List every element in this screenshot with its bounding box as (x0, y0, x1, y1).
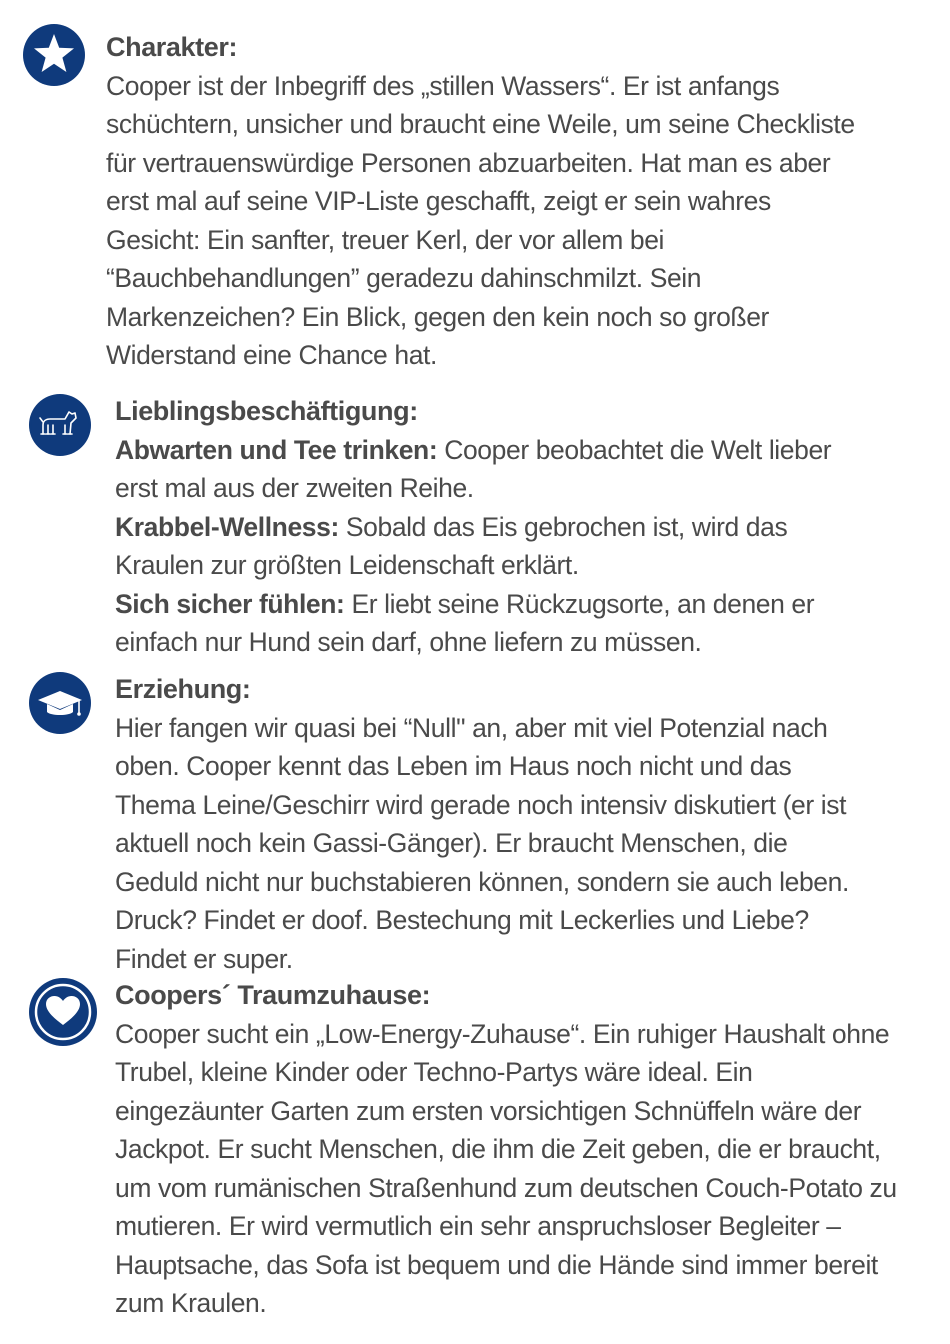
graduation-cap-icon (29, 672, 91, 734)
list-item (115, 585, 875, 662)
heart-icon (29, 978, 97, 1046)
item-term: Krabbel-Wellness: (115, 511, 339, 542)
dog-icon (29, 394, 91, 456)
item-text: Cooper beobachtet die Welt lieber erst mal aus der zweiten Reihe. (115, 434, 832, 503)
item-text: Er liebt seine Rückzugsorte, an denen er einfach nur Hund sein darf, ohne liefern zu müssen. (115, 588, 815, 657)
item-term: Abwarten und Tee trinken: (115, 434, 438, 465)
list-item (115, 508, 875, 585)
star-icon (23, 24, 85, 86)
section-heading: Coopers´ Traumzuhause: (115, 980, 431, 1010)
item-term: Sich sicher fühlen: (115, 588, 345, 619)
section-heading: Lieblingsbeschäftigung: (115, 396, 418, 426)
section-heading: Erziehung: (115, 674, 251, 704)
section-text: Cooper sucht ein „Low-Energy-Zuhause“. Ein ruhiger Haushalt ohne Trubel, kleine Kinder oder Techno-Partys wäre ideal. Ein eingezäunter Garten zum ersten vorsichtigen Schnüffeln wäre der Jackpot. Er sucht Menschen, die ihm die Zeit geben, die er braucht, um vom rumänischen Straßenhund zum deutschen Couch-Potato zu mutieren. Er wird vermutlich ein sehr anspruchsloser Begleiter – Hauptsache, das Sofa ist bequem und die Hände sind immer bereit zum Kraulen. (115, 1018, 897, 1318)
section-heading: Charakter: (106, 32, 238, 62)
list-item (115, 431, 875, 508)
item-text: Sobald das Eis gebrochen ist, wird das Kraulen zur größten Leidenschaft erklärt. (115, 511, 788, 580)
section-text: Cooper ist der Inbegriff des „stillen Wassers“. Er ist anfangs schüchtern, unsicher und braucht eine Weile, um seine Checkliste für vertrauenswürdige Personen abzuarbeiten. Hat man es aber erst mal auf seine VIP-Liste geschafft, zeigt er sein wahres Gesicht: Ein sanfter, treuer Kerl, der vor allem bei “Bauchbehandlungen” geradezu dahinschmilzt. Sein Markenzeichen? Ein Blick, gegen den kein noch so großer Widerstand eine Chance hat. (106, 70, 855, 370)
section-text: Hier fangen wir quasi bei “Null" an, aber mit viel Potenzial nach oben. Cooper kennt das Leben im Haus noch nicht und das Thema Leine/Geschirr wird gerade noch intensiv diskutiert (er ist aktuell noch kein Gassi-Gänger). Er braucht Menschen, die Geduld nicht nur buchstabieren können, sondern sie auch leben. Druck? Findet er doof. Bestechung mit Leckerlies und Liebe? Findet er super. (115, 712, 849, 974)
